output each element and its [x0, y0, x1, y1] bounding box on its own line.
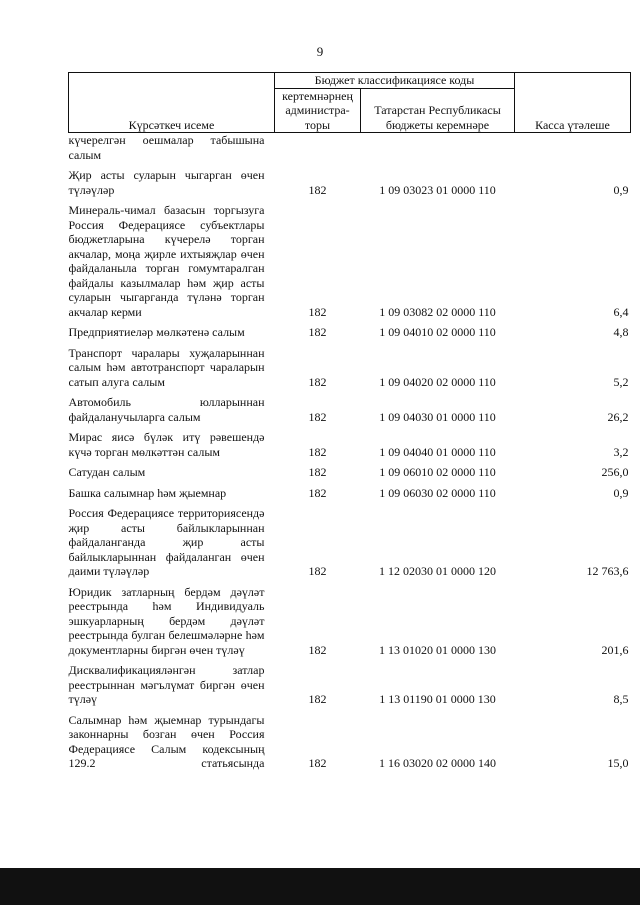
- administrator-code: 182: [308, 642, 327, 657]
- classification-code: 1 09 04020 02 0000 110: [379, 374, 496, 389]
- cash-amount: 256,0: [601, 465, 629, 479]
- administrator-code: 182: [308, 182, 327, 197]
- classification-code: 1 09 03023 01 0000 110: [379, 182, 496, 197]
- table-row: [69, 424, 631, 459]
- cash-amount: 15,0: [607, 756, 629, 770]
- header-revenue-administrator: кертемнәрнең администра-торы: [275, 88, 361, 133]
- header-tatarstan-revenues: Татарстан Республикасы бюджеты керемнәре: [361, 88, 515, 133]
- indicator-name: Башка салымнар һәм җыемнар: [68, 485, 227, 500]
- indicator-name: Юридик затларның бердәм дәүләт реестрында һәм Индивидуаль эшкуарларның бердәм дәүләт реестрында булган белешмәләрне һәм документларны биргән өчен түләү: [68, 584, 265, 657]
- header-cash-execution: Касса үтәлеше: [515, 73, 631, 133]
- indicator-name: Минераль-чимал базасын торгызуга Россия Федерациясе субъектлары бюджетларына күчерелә торган акчалар, моңа җирле ихтыяҗлар өчен файдаланыла торган гомумтаралган файдалы казылмалар һәм җир асты суларын чыгарганда түләнә торган акчалар керми: [68, 203, 265, 319]
- administrator-code: 182: [308, 409, 327, 424]
- indicator-name: күчерелгән оешмалар табышына салым: [68, 133, 265, 162]
- administrator-code: 182: [308, 304, 327, 319]
- table-row: [69, 500, 631, 579]
- table-row: [69, 197, 631, 319]
- cash-amount: 12 763,6: [586, 564, 629, 578]
- classification-code: 1 09 04010 02 0000 110: [379, 325, 496, 339]
- indicator-name: Автомобиль юлларыннан файдаланучыларга салым: [68, 395, 265, 424]
- table-row: [69, 579, 631, 658]
- page-number: 9: [316, 44, 324, 59]
- table-row: [69, 707, 631, 771]
- indicator-name: Предприятиеләр мөлкәтенә салым: [68, 325, 245, 339]
- cash-amount: 0,9: [613, 485, 629, 500]
- cash-amount: 0,9: [613, 182, 629, 197]
- classification-code: 1 13 01190 01 0000 130: [379, 692, 496, 706]
- cash-amount: 201,6: [601, 642, 629, 657]
- administrator-code: 182: [308, 325, 327, 339]
- cash-amount: 6,4: [613, 304, 629, 319]
- administrator-code: 182: [308, 756, 327, 770]
- cash-amount: 5,2: [613, 374, 629, 389]
- classification-code: 1 09 03082 02 0000 110: [379, 304, 496, 319]
- classification-code: [361, 133, 515, 163]
- cash-amount: 4,8: [613, 325, 629, 339]
- indicator-name: Салымнар һәм җыемнар турындагы законнарны бозган өчен Россия Федерациясе Салым кодексының 129.2 статьясында: [68, 712, 265, 770]
- table-row: [69, 389, 631, 424]
- indicator-name: Мирас яисә бүләк итү рәвешендә күчә торган мөлкәттән салым: [68, 430, 265, 459]
- administrator-code: 182: [308, 444, 327, 459]
- table-row: [69, 319, 631, 340]
- classification-code: 1 16 03020 02 0000 140: [379, 756, 496, 770]
- table-row: [69, 162, 631, 197]
- classification-code: 1 09 06030 02 0000 110: [379, 485, 496, 500]
- indicator-name: Россия Федерациясе территориясендә җир асты байлыкларыннан файдаланганда җир асты байлыкларыннан файдаланган өчен даими түләүләр: [68, 506, 265, 578]
- classification-code: 1 12 02030 01 0000 120: [379, 564, 496, 578]
- table-row: [69, 133, 631, 163]
- administrator-code: 182: [308, 564, 327, 578]
- cash-amount: 8,5: [613, 692, 629, 706]
- administrator-code: [275, 133, 361, 163]
- cash-amount: 26,2: [607, 409, 629, 424]
- classification-code: 1 09 06010 02 0000 110: [379, 465, 496, 479]
- table-row: [69, 459, 631, 480]
- classification-code: 1 13 01020 01 0000 130: [379, 642, 496, 657]
- table-row: [69, 480, 631, 501]
- administrator-code: 182: [308, 465, 327, 479]
- indicator-name: Дисквалификацияләнгән затлар реестрыннан мәгълүмат биргән өчен түләү: [68, 663, 265, 706]
- indicator-name: Сатудан салым: [68, 465, 146, 479]
- administrator-code: 182: [308, 485, 327, 500]
- header-indicator-name: Күрсәткеч исеме: [69, 73, 275, 133]
- cash-amount: 3,2: [613, 444, 629, 459]
- administrator-code: 182: [308, 374, 327, 389]
- classification-code: 1 09 04040 01 0000 110: [379, 444, 496, 459]
- indicator-name: Җир асты суларын чыгарган өчен түләүләр: [68, 168, 265, 197]
- table-row: [69, 657, 631, 707]
- cash-amount: [515, 133, 631, 163]
- budget-revenue-table: [68, 72, 631, 771]
- table-row: [69, 340, 631, 390]
- header-budget-classification: Бюджет классификациясе коды: [275, 73, 515, 89]
- administrator-code: 182: [308, 692, 327, 706]
- scan-bottom-edge: [0, 868, 640, 905]
- classification-code: 1 09 04030 01 0000 110: [379, 409, 496, 424]
- indicator-name: Транспорт чаралары хуҗаларыннан салым һәм автотранспорт чараларын сатып алуга салым: [68, 345, 265, 389]
